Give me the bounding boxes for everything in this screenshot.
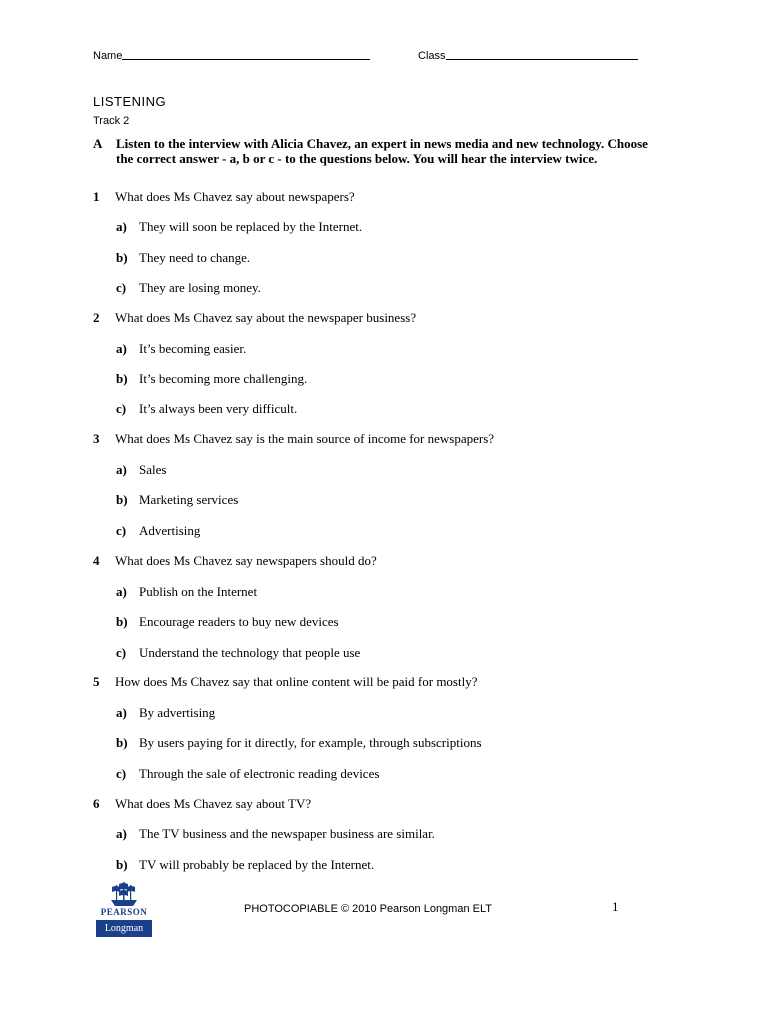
option-label: c) [116,766,127,781]
option-label: a) [116,705,127,720]
option-text: Through the sale of electronic reading devices [139,766,380,781]
option-text: They need to change. [139,250,251,265]
option-2c [116,401,297,417]
option-label: a) [116,584,127,599]
option-5c [116,766,379,782]
option-text: By users paying for it directly, for example, through subscriptions [139,735,482,750]
option-label: b) [116,735,128,750]
option-label: b) [116,857,128,872]
option-3b [116,492,238,508]
question-number: 3 [93,431,100,446]
question-text: How does Ms Chavez say that online content will be paid for mostly? [115,674,478,689]
class-blank-line [446,59,638,60]
logo-longman-text: Longman [96,920,152,937]
option-label: b) [116,614,128,629]
option-label: a) [116,462,127,477]
option-label: c) [116,401,127,416]
option-1b [116,250,250,266]
option-3a [116,462,166,478]
question-text: What does Ms Chavez say about TV? [115,796,312,811]
option-4c [116,645,360,661]
option-3c [116,523,200,539]
option-2b [116,371,307,387]
option-label: b) [116,492,128,507]
section-title: LISTENING [93,94,167,109]
option-2a [116,341,246,357]
question-number: 6 [93,796,100,811]
name-label: Name [93,50,123,62]
instruction-text: Listen to the interview with Alicia Chavez, an expert in news media and new technology. Choose the correct answer - a, b or c - to the questions below. You will hear the interview twice. [116,136,648,166]
option-6a [116,826,435,842]
option-text: TV will probably be replaced by the Internet. [139,857,375,872]
question-text: What does Ms Chavez say about newspapers? [115,189,355,204]
logo-pearson-text: PEARSON [100,907,148,917]
instruction-block [93,136,663,166]
option-label: b) [116,371,128,386]
question-number: 5 [93,674,100,689]
pearson-longman-logo [96,881,152,939]
question-number: 4 [93,553,100,568]
name-field [93,50,370,62]
page-number: 1 [612,899,619,914]
option-label: a) [116,826,127,841]
option-5b [116,735,482,751]
question-text: What does Ms Chavez say is the main source of income for newspapers? [115,431,495,446]
option-text: Publish on the Internet [139,584,258,599]
option-text: The TV business and the newspaper business are similar. [139,826,435,841]
option-label: a) [116,341,127,356]
option-text: It’s becoming easier. [139,341,247,356]
instruction-letter: A [93,136,103,151]
option-4b [116,614,339,630]
name-blank-line [122,59,370,60]
option-label: b) [116,250,128,265]
option-4a [116,584,257,600]
question-text: What does Ms Chavez say about the newspaper business? [115,310,417,325]
option-5a [116,705,215,721]
class-field [418,50,638,62]
option-text: Encourage readers to buy new devices [139,614,339,629]
track-label: Track 2 [93,115,130,127]
option-text: They are losing money. [139,280,261,295]
option-text: They will soon be replaced by the Internet. [139,219,363,234]
option-label: c) [116,280,127,295]
question-number: 1 [93,189,100,204]
option-6b [116,857,374,873]
copyright-notice: PHOTOCOPIABLE © 2010 Pearson Longman ELT [244,903,492,915]
class-label: Class [418,50,446,62]
option-text: It’s always been very difficult. [139,401,298,416]
option-text: Marketing services [139,492,239,507]
question-number: 2 [93,310,100,325]
ship-icon [110,881,138,907]
option-label: c) [116,523,127,538]
option-1a [116,219,362,235]
option-text: It’s becoming more challenging. [139,371,308,386]
option-label: a) [116,219,127,234]
option-text: Sales [139,462,167,477]
option-text: Understand the technology that people use [139,645,361,660]
option-1c [116,280,261,296]
option-text: Advertising [139,523,201,538]
question-text: What does Ms Chavez say newspapers should do? [115,553,377,568]
option-label: c) [116,645,127,660]
option-text: By advertising [139,705,216,720]
